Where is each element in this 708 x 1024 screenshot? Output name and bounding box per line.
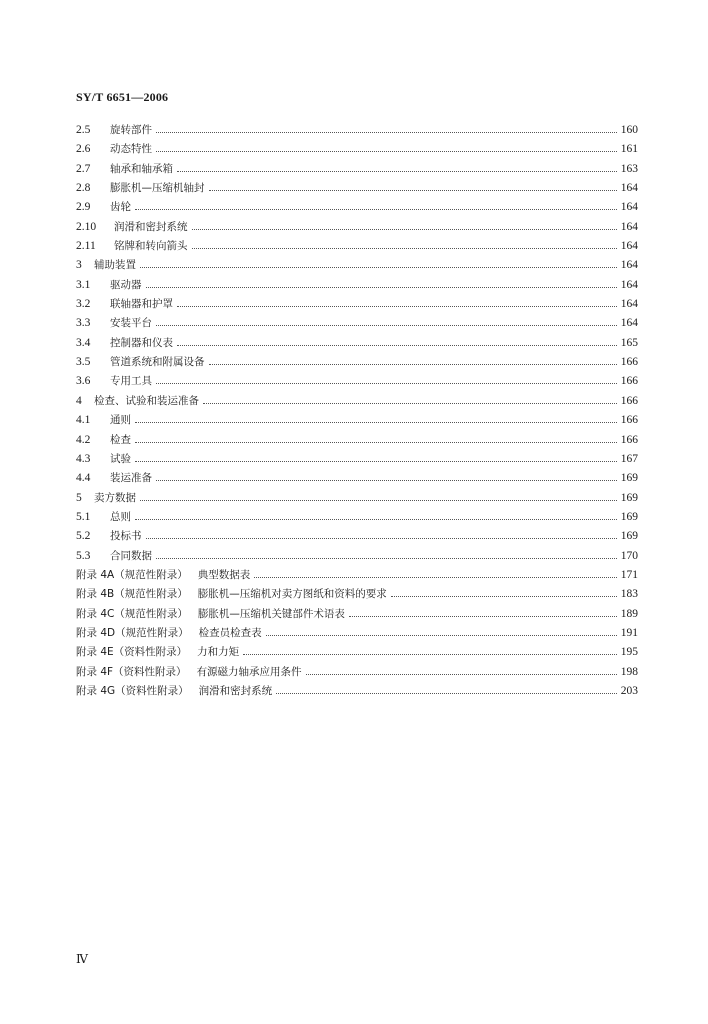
toc-entry-number: 2.6 [76, 143, 91, 156]
toc-entry [76, 683, 638, 702]
toc-entry [76, 161, 638, 180]
toc-entry-title: 润滑和密封系统 [198, 684, 273, 697]
toc-entry-title: 辅助装置 [94, 259, 136, 272]
dot-leader [156, 132, 617, 133]
toc-entry-title: 膨胀机—压缩机对卖方图纸和资料的要求 [197, 588, 387, 601]
dot-leader [243, 654, 617, 655]
dot-leader [306, 674, 617, 675]
dot-leader [266, 635, 617, 636]
toc-entry-page: 164 [620, 259, 638, 272]
toc-entry-title: 联轴器和护罩 [110, 298, 173, 311]
toc-entry [76, 528, 638, 547]
toc-entry-title: 膨胀机—压缩机轴封 [110, 182, 205, 195]
toc-entry-number: 2.11 [76, 240, 96, 253]
dot-leader [254, 577, 617, 578]
toc-entry-title: 投标书 [110, 530, 142, 543]
toc-entry [76, 219, 638, 238]
dot-leader [135, 209, 617, 210]
toc-entry [76, 490, 638, 509]
toc-entry-title: 合同数据 [110, 549, 152, 562]
dot-leader [140, 500, 617, 501]
dot-leader [156, 383, 617, 384]
toc-entry-page: 161 [620, 143, 638, 156]
toc-entry-title: 试验 [110, 452, 131, 465]
page-number: Ⅳ [76, 952, 88, 966]
toc-entry-title: 检查、试验和装运准备 [94, 394, 199, 407]
dot-leader [192, 248, 617, 249]
toc-entry-page: 167 [620, 452, 638, 465]
toc-entry-number: 附录 4D（规范性附录） [76, 626, 189, 639]
dot-leader [192, 229, 617, 230]
dot-leader [140, 267, 617, 268]
dot-leader [349, 616, 617, 617]
toc-entry-page: 169 [620, 530, 638, 543]
toc-entry-page: 189 [620, 607, 638, 620]
dot-leader [209, 190, 617, 191]
toc-entry [76, 141, 638, 160]
toc-entry [76, 315, 638, 334]
toc-entry-number: 附录 4C（规范性附录） [76, 607, 188, 620]
toc-entry-title: 安装平台 [110, 317, 152, 330]
dot-leader [177, 306, 617, 307]
toc-entry [76, 335, 638, 354]
toc-entry-page: 164 [620, 240, 638, 253]
toc-entry-number: 4.3 [76, 452, 91, 465]
toc-entry-number: 5.1 [76, 510, 91, 523]
toc-entry-title: 动态特性 [110, 143, 152, 156]
dot-leader [156, 325, 617, 326]
toc-entry-page: 164 [620, 182, 638, 195]
toc-entry-title: 检查员检查表 [198, 626, 262, 639]
toc-entry-page: 166 [620, 394, 638, 407]
toc-entry-number: 3.3 [76, 317, 91, 330]
toc-entry [76, 393, 638, 412]
toc-entry-title: 专用工具 [110, 375, 152, 388]
toc-entry-page: 169 [620, 491, 638, 504]
toc-entry-title: 检查 [110, 433, 131, 446]
toc-entry [76, 296, 638, 315]
toc-entry-number: 附录 4F（资料性附录） [76, 665, 187, 678]
toc-entry-number: 3.4 [76, 336, 91, 349]
toc-entry-number: 4.2 [76, 433, 91, 446]
toc-entry-title: 力和力矩 [197, 646, 240, 659]
toc-entry [76, 509, 638, 528]
toc-entry [76, 586, 638, 605]
toc-entry [76, 451, 638, 470]
table-of-contents [76, 122, 638, 702]
toc-entry-title: 典型数据表 [197, 568, 251, 581]
toc-entry-title: 装运准备 [110, 472, 152, 485]
toc-entry-number: 3.2 [76, 298, 91, 311]
toc-entry-title: 润滑和密封系统 [114, 220, 188, 233]
toc-entry-page: 163 [620, 162, 638, 175]
toc-entry-page: 183 [620, 588, 638, 601]
toc-entry [76, 199, 638, 218]
toc-entry-number: 2.5 [76, 124, 91, 136]
toc-entry [76, 664, 638, 683]
toc-entry [76, 122, 638, 141]
toc-entry-page: 170 [620, 549, 638, 562]
toc-entry-title: 总则 [110, 510, 131, 523]
dot-leader [177, 345, 617, 346]
toc-entry-number: 2.9 [76, 201, 91, 214]
toc-entry [76, 412, 638, 431]
toc-entry-page: 169 [620, 472, 638, 485]
toc-entry-title: 齿轮 [110, 201, 131, 214]
toc-entry-number: 2.7 [76, 162, 91, 175]
dot-leader [146, 538, 617, 539]
toc-entry-number: 5 [76, 491, 82, 504]
dot-leader [156, 480, 617, 481]
toc-entry [76, 644, 638, 663]
toc-entry [76, 354, 638, 373]
dot-leader [209, 364, 617, 365]
dot-leader [135, 442, 617, 443]
toc-entry-title: 膨胀机—压缩机关键部件术语表 [197, 607, 345, 620]
toc-entry-number: 3.1 [76, 278, 91, 291]
toc-entry-number: 3.5 [76, 356, 91, 369]
toc-entry-page: 165 [620, 336, 638, 349]
toc-entry [76, 277, 638, 296]
toc-entry-number: 附录 4A（规范性附录） [76, 568, 188, 581]
toc-entry-page: 166 [620, 414, 638, 427]
toc-entry [76, 432, 638, 451]
toc-entry-number: 2.10 [76, 220, 97, 233]
toc-entry-page: 164 [620, 201, 638, 214]
toc-entry [76, 373, 638, 392]
toc-entry-number: 5.3 [76, 549, 91, 562]
toc-entry-title: 控制器和仪表 [110, 336, 173, 349]
dot-leader [135, 519, 617, 520]
toc-entry-title: 有源磁力轴承应用条件 [196, 665, 302, 678]
toc-entry-page: 198 [620, 665, 638, 678]
toc-entry-title: 卖方数据 [94, 491, 136, 504]
toc-entry-number: 3.6 [76, 375, 91, 388]
dot-leader [135, 461, 617, 462]
toc-entry-page: 164 [620, 298, 638, 311]
dot-leader [276, 693, 617, 694]
toc-entry [76, 180, 638, 199]
toc-entry [76, 606, 638, 625]
toc-entry-number: 3 [76, 259, 82, 272]
toc-entry-title: 轴承和轴承箱 [110, 162, 173, 175]
toc-entry-title: 通则 [110, 414, 131, 427]
toc-entry [76, 625, 638, 644]
toc-entry [76, 257, 638, 276]
toc-entry-title: 管道系统和附属设备 [110, 356, 205, 369]
toc-entry-page: 164 [620, 220, 638, 233]
toc-entry-page: 166 [620, 375, 638, 388]
dot-leader [391, 596, 617, 597]
toc-entry-page: 169 [620, 510, 638, 523]
toc-entry-title: 驱动器 [110, 278, 142, 291]
toc-entry [76, 238, 638, 257]
dot-leader [146, 287, 617, 288]
toc-entry-page: 195 [620, 646, 638, 659]
toc-entry-number: 2.8 [76, 182, 91, 195]
toc-entry-page: 160 [620, 124, 638, 136]
dot-leader [135, 422, 617, 423]
toc-entry [76, 470, 638, 489]
toc-entry-title: 铭牌和转向箭头 [114, 240, 188, 253]
toc-entry [76, 548, 638, 567]
toc-entry-number: 附录 4G（资料性附录） [76, 684, 189, 697]
toc-entry-number: 4.1 [76, 414, 91, 427]
dot-leader [177, 171, 617, 172]
toc-entry-page: 203 [620, 684, 638, 697]
toc-entry-number: 附录 4E（资料性附录） [76, 646, 188, 659]
toc-entry-page: 171 [620, 568, 638, 581]
toc-entry-number: 5.2 [76, 530, 91, 543]
dot-leader [156, 558, 617, 559]
dot-leader [203, 403, 617, 404]
toc-entry-page: 164 [620, 317, 638, 330]
toc-entry-title: 旋转部件 [110, 124, 152, 136]
toc-entry-page: 164 [620, 278, 638, 291]
toc-entry-number: 4.4 [76, 472, 91, 485]
document-header: SY/T 6651—2006 [76, 90, 169, 104]
toc-entry-page: 191 [620, 626, 638, 639]
toc-entry-number: 4 [76, 394, 82, 407]
toc-entry [76, 567, 638, 586]
toc-entry-page: 166 [620, 356, 638, 369]
toc-entry-page: 166 [620, 433, 638, 446]
dot-leader [156, 151, 617, 152]
toc-entry-number: 附录 4B（规范性附录） [76, 588, 188, 601]
